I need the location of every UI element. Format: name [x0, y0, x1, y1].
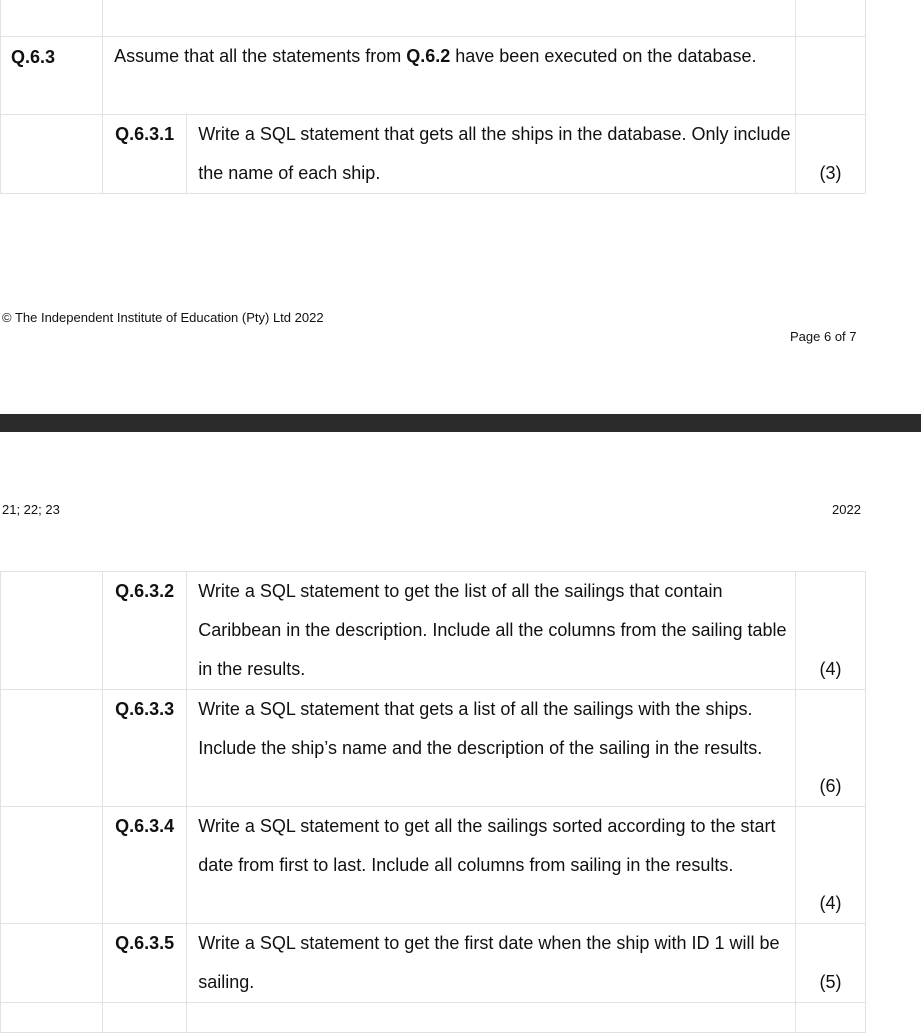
marks-value: (4) — [795, 572, 865, 690]
question-row-q6-3-3 — [1, 690, 866, 807]
page-divider — [0, 414, 921, 432]
question-row-q6-3-2 — [1, 572, 866, 690]
footer-copyright: © The Independent Institute of Education (Pty) Ltd 2022 — [2, 310, 324, 325]
header-left-text: 21; 22; 23 — [2, 502, 60, 517]
table-row — [1, 0, 866, 37]
subquestion-text: Write a SQL statement to get the first date when the ship with ID 1 will be sailing. — [187, 924, 796, 1003]
question-row-q6-3-5 — [1, 924, 866, 1003]
subquestion-number: Q.6.3.5 — [103, 924, 187, 1003]
question-text: Assume that all the statements from Q.6.2 have been executed on the database. — [103, 37, 796, 115]
question-table-page-7 — [0, 571, 866, 1033]
subquestion-number: Q.6.3.3 — [103, 690, 187, 807]
subquestion-number: Q.6.3.2 — [103, 572, 187, 690]
marks-value: (4) — [795, 807, 865, 924]
subquestion-text: Write a SQL statement that gets a list of all the sailings with the ships. Include the ship’s name and the description of the sailing in the results. — [187, 690, 796, 807]
subquestion-number: Q.6.3.4 — [103, 807, 187, 924]
subquestion-text: Write a SQL statement to get the list of all the sailings that contain Caribbean in the description. Include all the columns from the sailing table in the results. — [187, 572, 796, 690]
subquestion-number: Q.6.3.1 — [103, 115, 187, 194]
question-table-page-6 — [0, 0, 866, 194]
footer-page-number: Page 6 of 7 — [790, 329, 857, 344]
marks-value: (3) — [795, 115, 865, 194]
marks-value: (5) — [795, 924, 865, 1003]
subquestion-text: Write a SQL statement that gets all the ships in the database. Only include the name of each ship. — [187, 115, 796, 194]
question-row-q6-3-1 — [1, 115, 866, 194]
subquestion-text: Write a SQL statement to get all the sailings sorted according to the start date from first to last. Include all columns from sailing in the results. — [187, 807, 796, 924]
question-reference: Q.6.2 — [406, 46, 451, 66]
question-row-q6-3 — [1, 37, 866, 115]
header-year: 2022 — [832, 502, 861, 517]
question-number: Q.6.3 — [1, 37, 103, 115]
question-row-q6-3-4 — [1, 807, 866, 924]
marks-value: (6) — [795, 690, 865, 807]
table-row — [1, 1003, 866, 1033]
